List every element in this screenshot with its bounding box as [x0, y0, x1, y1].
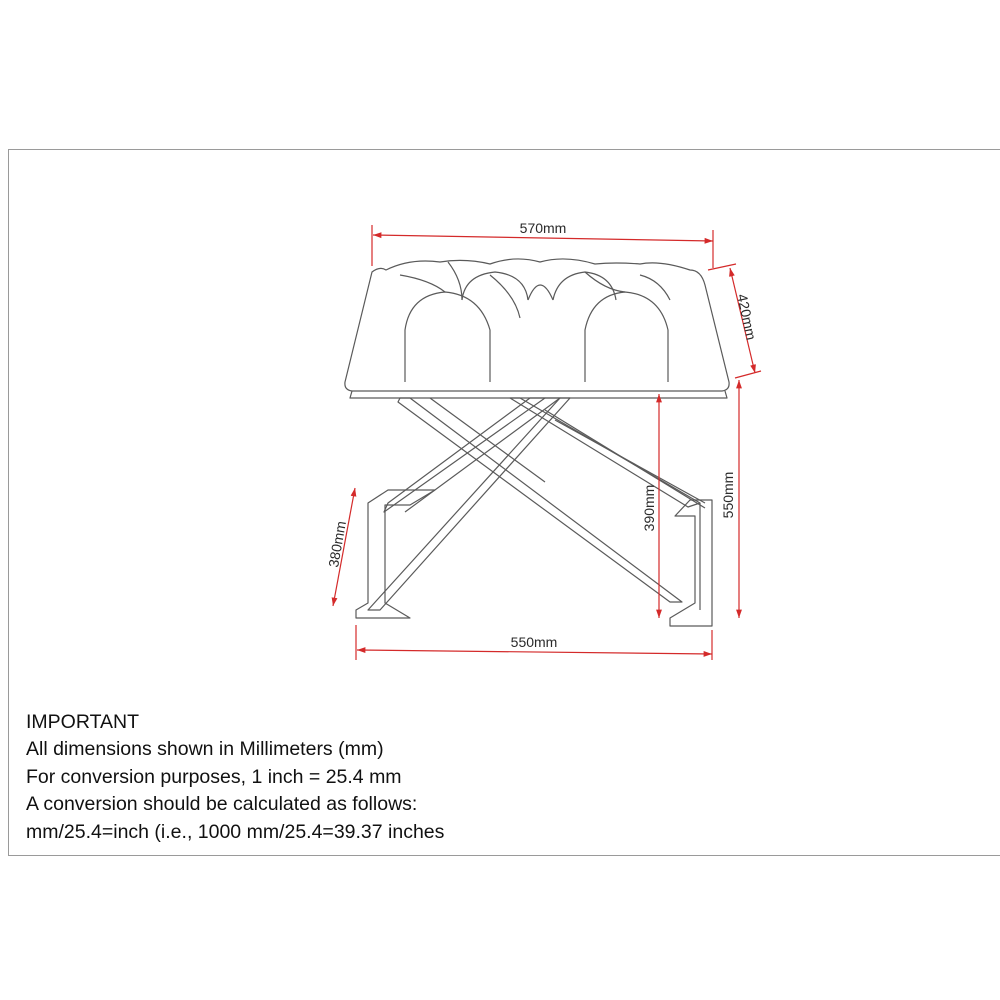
important-notes	[26, 709, 444, 846]
leg-cross-2	[368, 398, 570, 610]
seat-base	[350, 391, 727, 398]
tuft-arch-1	[405, 292, 490, 382]
leg-right-upper	[384, 398, 545, 512]
notes-line: For conversion purposes, 1 inch = 25.4 mm	[26, 765, 402, 788]
dim-seat-depth-ext-b	[735, 371, 761, 378]
seat-cushion	[345, 259, 729, 391]
tuft-curve-1	[400, 275, 445, 292]
leg-cross-4	[555, 420, 705, 503]
stool-outline	[345, 259, 729, 626]
dimension-lines	[333, 225, 761, 660]
dim-base-width-label: 550mm	[510, 634, 558, 650]
tuft-curve-8	[528, 285, 553, 300]
base-right	[670, 500, 712, 626]
notes-line: mm/25.4=inch (i.e., 1000 mm/25.4=39.37 inches	[26, 820, 445, 843]
notes-heading: IMPORTANT	[26, 711, 140, 733]
dim-seat-depth-ext-t	[708, 264, 736, 270]
leg-left-upper	[398, 398, 682, 602]
tuft-curve-4	[553, 272, 616, 300]
tuft-curve-5	[585, 272, 625, 292]
notes-line: A conversion should be calculated as follows:	[26, 793, 418, 816]
dim-total-height-label: 550mm	[720, 471, 736, 519]
tuft-curve-3	[490, 275, 520, 318]
notes-line: All dimensions shown in Millimeters (mm)	[26, 738, 384, 761]
tuft-arch-2	[585, 292, 668, 382]
dim-top-width-label: 570mm	[519, 220, 567, 236]
dim-base-width-line	[357, 650, 712, 654]
dim-leg-height-label: 390mm	[641, 484, 657, 532]
dim-seat-depth-label: 420mm	[734, 292, 760, 342]
tuft-curve-7	[448, 262, 462, 300]
base-left	[356, 490, 435, 618]
tuft-curve-2	[462, 272, 528, 300]
dim-base-depth-label: 380mm	[325, 519, 350, 569]
tuft-curve-6	[640, 275, 670, 300]
